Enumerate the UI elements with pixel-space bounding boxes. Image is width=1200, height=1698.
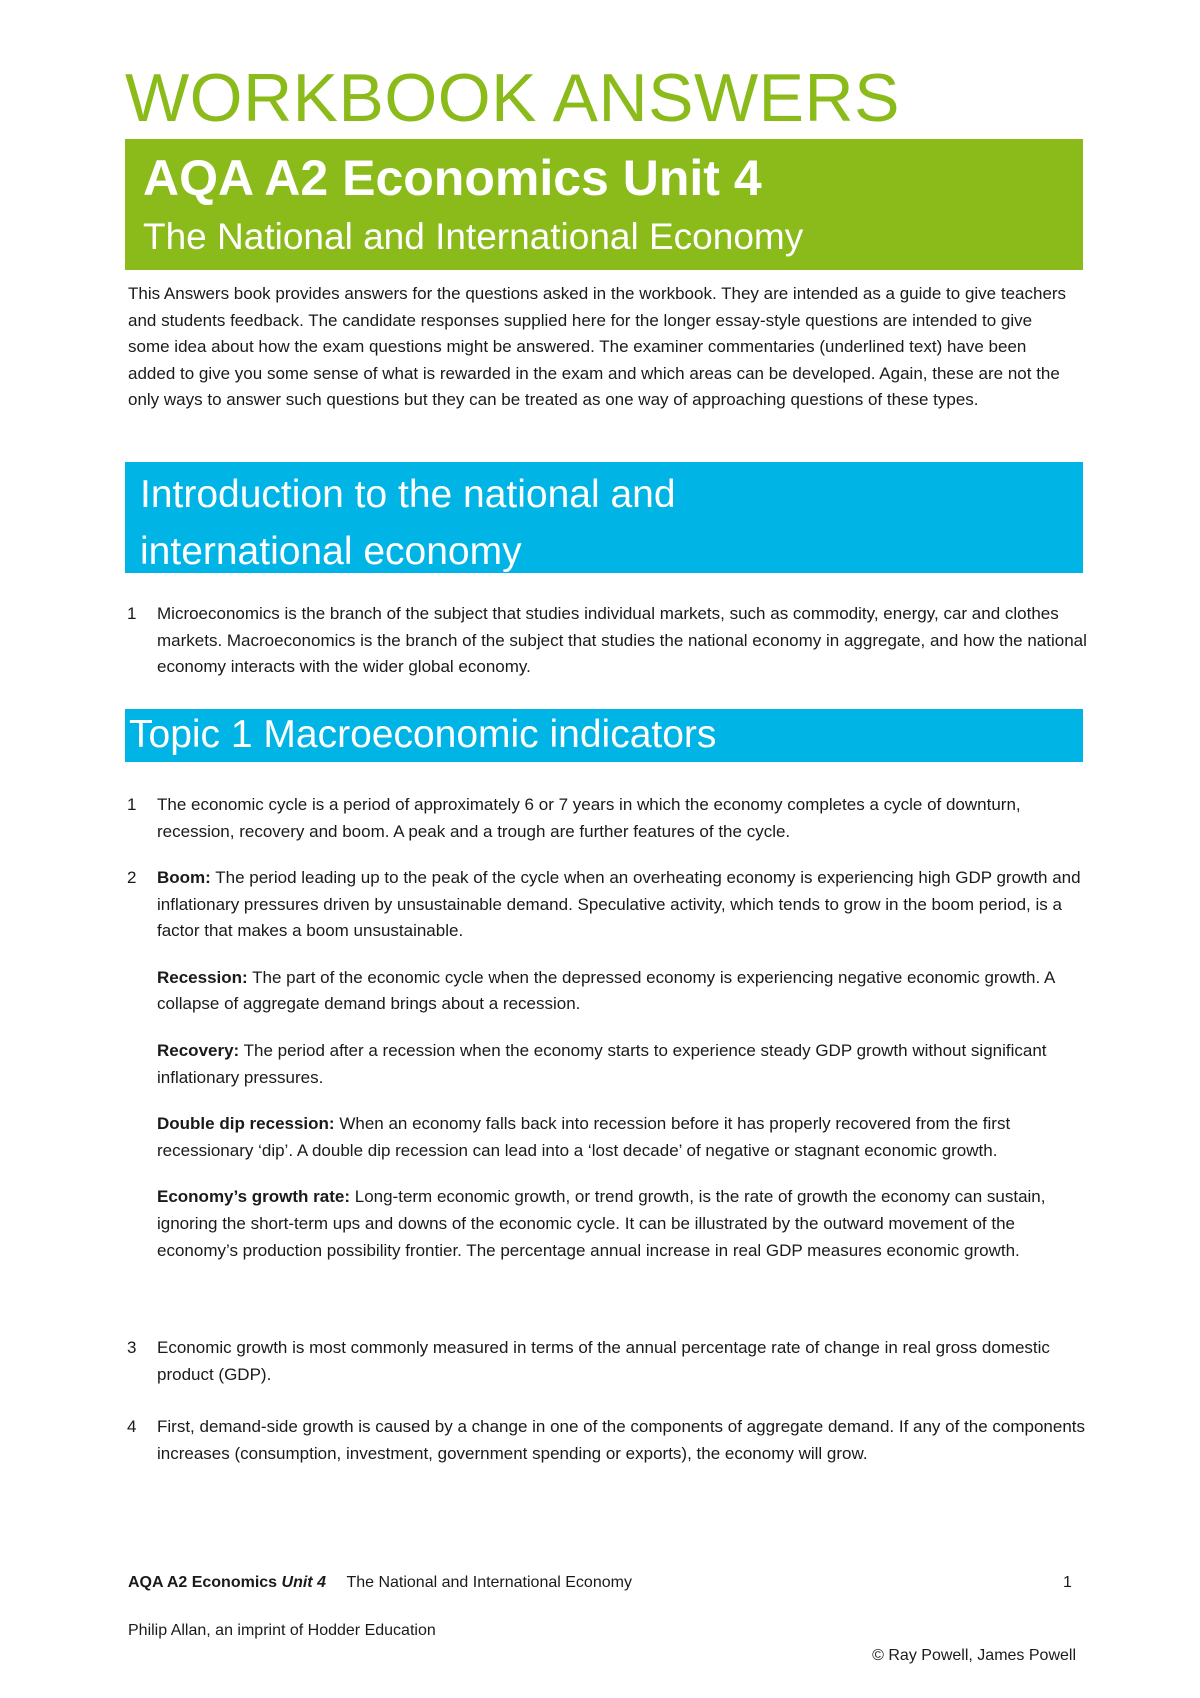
section-heading-intro-line1: Introduction to the national and [140, 473, 676, 516]
workbook-title: WORKBOOK ANSWERS [125, 60, 900, 136]
answer-text: First, demand-side growth is caused by a change in one of the components of aggregate demand. If any of the components increases (consumption, investment, government spending or exports), the economy will grow. [157, 1417, 1086, 1463]
definition-boom [157, 865, 1087, 945]
definition-text: The period after a recession when the economy starts to experience steady GDP growth without significant inflationary pressures. [157, 1040, 1047, 1087]
section-heading-topic1-text: Topic 1 Macroeconomic indicators [129, 713, 717, 756]
answer-text: Microeconomics is the branch of the subject that studies individual markets, such as commodity, energy, car and clothes markets. Macroeconomics is the branch of the subject that studies the national economy in aggregate, and how the national economy interacts with the wider global economy. [157, 604, 1087, 677]
banner-subtitle: The National and International Economy [143, 216, 804, 257]
footer-book-title: AQA A2 Economics [128, 1574, 278, 1591]
definition-text: When an economy falls back into recession before it has properly recovered from the first recessionary ‘dip’. A double dip recession can lead into a ‘lost decade’ of negative or stagnant economic growth. [157, 1114, 1011, 1160]
definition-text: Long-term economic growth, or trend growth, is the rate of growth the economy can sustain, ignoring the short-term ups and downs of the economic cycle. It can be illustrated by the outward movement of the economy’s production possibility frontier. The percentage annual increase in real GDP measures economic growth. [157, 1187, 1046, 1260]
footer-subject: The National and International Economy [346, 1574, 632, 1591]
definition-term: Economy’s growth rate: [157, 1187, 351, 1207]
definition-growth-rate [157, 1184, 1087, 1264]
footer-copyright: © Ray Powell, James Powell [872, 1647, 1076, 1664]
definition-double-dip [157, 1111, 1087, 1164]
question-number: 1 [127, 604, 137, 623]
section-heading-intro-text [140, 466, 676, 580]
definition-term: Double dip recession: [157, 1114, 335, 1134]
section-heading-intro [125, 462, 1083, 573]
intro-paragraph: This Answers book provides answers for the questions asked in the workbook. They are intended as a guide to give teachers and students feedback. The candidate responses supplied here for the longer essay-style questions are intended to give some idea about how the exam questions might be answered. The examiner commentaries (underlined text) have been added to give you some sense of what is rewarded in the exam and which areas can be developed. Again, these are not the only ways to answer such questions but they can be treated as one way of approaching questions of these types. [128, 284, 1067, 410]
section-heading-intro-line2: international economy [140, 530, 522, 573]
title-banner [125, 139, 1083, 270]
definition-term: Recession: [157, 967, 248, 987]
definitions-list [157, 865, 1087, 1264]
page-number: 1 [1063, 1574, 1072, 1591]
question-number: 3 [127, 1338, 137, 1357]
definition-text: The period leading up to the peak of the cycle when an overheating economy is experiencing high GDP growth and inflationary pressures driven by unsustainable demand. Speculative activity, which tends to grow in the boom period, is a factor that makes a boom unsustainable. [157, 868, 1081, 941]
answer-text: Economic growth is most commonly measured in terms of the annual percentage rate of change in real gross domestic product (GDP). [157, 1338, 1050, 1384]
answer-text: The economic cycle is a period of approximately 6 or 7 years in which the economy completes a cycle of downturn, recession, recovery and boom. A peak and a trough are further features of the cycle. [157, 795, 1021, 841]
definition-term: Recovery: [157, 1040, 240, 1060]
question-number: 2 [127, 868, 137, 887]
definition-text: The part of the economic cycle when the depressed economy is experiencing negative economic growth. A collapse of aggregate demand brings about a recession. [157, 967, 1055, 1014]
question-number: 4 [127, 1417, 137, 1436]
definition-recovery [157, 1038, 1087, 1091]
footer-unit: Unit 4 [281, 1574, 326, 1591]
question-number: 1 [127, 795, 137, 814]
definition-recession [157, 965, 1087, 1018]
footer-title [128, 1572, 632, 1594]
footer-publisher: Philip Allan, an imprint of Hodder Education [128, 1622, 436, 1639]
banner-title: AQA A2 Economics Unit 4 [143, 150, 762, 206]
definition-term: Boom: [157, 868, 211, 887]
section-heading-topic1 [125, 709, 1083, 762]
